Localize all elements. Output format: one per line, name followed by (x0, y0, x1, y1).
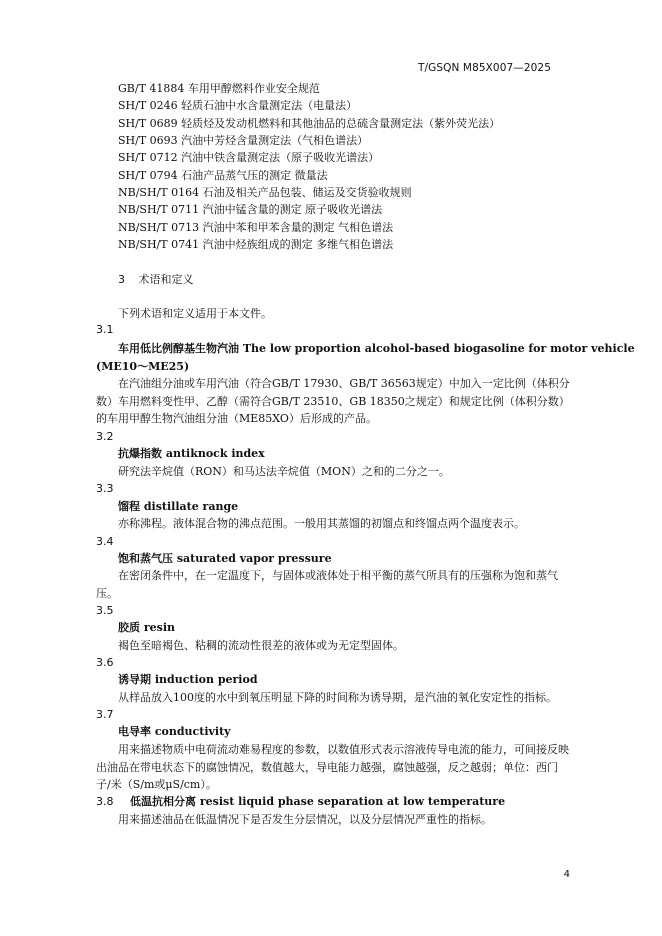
section-heading (118, 271, 194, 287)
ref-line: SH/T 0712 汽油中铁含量测定法（原子吸收光谱法） (118, 151, 380, 164)
ref-line: NB/SH/T 0741 汽油中烃族组成的测定 多维气相色谱法 (118, 238, 394, 251)
term-title: 胶质 resin (118, 621, 175, 634)
term-definition: 在汽油组分油或车用汽油（符合GB/T 17930、GB/T 36563规定）中加入一定比例（体积分数）车用燃料变性甲、乙醇（需符合GB/T 23510、GB 18350之规定）和规定比例（体积分数）的车用甲醇生物汽油组分油（ME85XO）后形成的产品。 (96, 377, 570, 425)
term-definition: 从样品放入100度的水中到氧压明显下降的时间称为诱导期，是汽油的氧化安定性的指标。 (118, 691, 557, 704)
term-title-cont: (ME10～ME25) (96, 360, 190, 373)
ref-line: NB/SH/T 0713 汽油中苯和甲苯含量的测定 气相色谱法 (118, 221, 394, 234)
section-title: 术语和定义 (138, 273, 194, 286)
ref-line: SH/T 0689 轻质烃及发动机燃料和其他油品的总硫含量测定法（紫外荧光法） (118, 117, 501, 130)
ref-line: SH/T 0246 轻质石油中水含量测定法（电量法） (118, 99, 358, 112)
term-title: 诱导期 induction period (118, 673, 258, 686)
term-title: 低温抗相分离 resist liquid phase separation at low temperature (130, 795, 506, 808)
term-number: 3.2 (96, 430, 114, 443)
term-title: 车用低比例醇基生物汽油 The low proportion alcohol-based biogasoline for motor vehicle (118, 342, 635, 355)
term-number: 3.7 (96, 708, 114, 721)
ref-line: SH/T 0794 石油产品蒸气压的测定 微量法 (118, 169, 328, 182)
term-definition: 褐色至暗褐色、粘稠的流动性很差的液体或为无定型固体。 (118, 639, 404, 652)
term-number: 3.3 (96, 482, 114, 495)
section-intro: 下列术语和定义适用于本文件。 (118, 307, 272, 320)
ref-line: SH/T 0693 汽油中芳烃含量测定法（气相色谱法） (118, 134, 369, 147)
term-title: 抗爆指数 antiknock index (118, 447, 265, 460)
term-number: 3.4 (96, 535, 114, 548)
section-number: 3 (118, 273, 125, 286)
ref-line: NB/SH/T 0164 石油及相关产品包装、储运及交货验收规则 (118, 186, 412, 199)
ref-line: NB/SH/T 0711 汽油中锰含量的测定 原子吸收光谱法 (118, 203, 383, 216)
doc-code-header: T/GSQN M85X007—2025 (418, 62, 551, 74)
ref-line: GB/T 41884 车用甲醇燃料作业安全规范 (118, 82, 320, 95)
term-definition: 用来描述油品在低温情况下是否发生分层情况，以及分层情况严重性的指标。 (118, 813, 492, 826)
term-definition: 在密闭条件中，在一定温度下，与固体或液体处于相平衡的蒸气所具有的压强称为饱和蒸气压。 (96, 569, 558, 600)
term-definition: 亦称沸程。液体混合物的沸点范围。一般用其蒸馏的初馏点和终馏点两个温度表示。 (118, 517, 525, 530)
term-number: 3.5 (96, 604, 114, 617)
term-number: 3.6 (96, 656, 114, 669)
term-title: 饱和蒸气压 saturated vapor pressure (118, 552, 332, 565)
term-definition: 用来描述物质中电荷流动难易程度的参数，以数值形式表示溶液传导电流的能力，可间接反映出油品在带电状态下的腐蚀情况，数值越大，导电能力越强，腐蚀越强，反之越弱；单位：西门子/米（S/m或μS/cm）。 (96, 743, 569, 791)
term-number: 3.8 (96, 795, 114, 808)
term-definition: 研究法辛烷值（RON）和马达法辛烷值（MON）之和的二分之一。 (118, 465, 450, 478)
term-number: 3.1 (96, 323, 114, 336)
term-title: 馏程 distillate range (118, 500, 239, 513)
term-title: 电导率 conductivity (118, 725, 231, 738)
page-number: 4 (563, 869, 570, 880)
